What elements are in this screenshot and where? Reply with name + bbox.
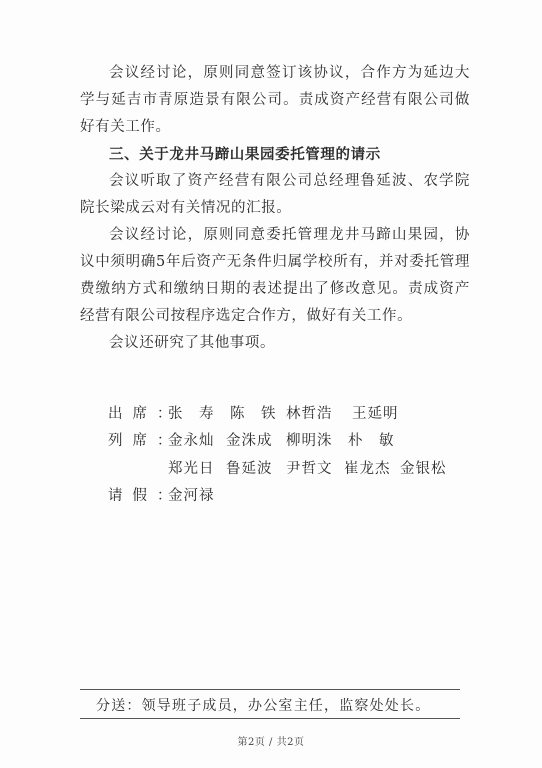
distribution-rule-bottom xyxy=(80,718,460,719)
attendee-name: 张 寿 xyxy=(168,406,215,422)
paragraph-other-matters: 会议还研究了其他事项。 xyxy=(109,335,276,351)
attendee-name: 金银松 xyxy=(400,461,447,477)
attendee-name: 鲁延波 xyxy=(226,461,273,477)
distribution-line: 分送：领导班子成员，办公室主任，监察处处长。 xyxy=(96,698,431,714)
attendee-name: 陈 铁 xyxy=(230,406,277,422)
attendee-name: 林哲浩 xyxy=(286,406,333,422)
attendee-name: 尹哲文 xyxy=(286,461,333,477)
attendee-name: 金洙成 xyxy=(226,433,273,449)
leave-label: 请假： xyxy=(108,488,182,504)
section-heading-orchard: 三、关于龙井马蹄山果园委托管理的请示 xyxy=(109,146,381,163)
paragraph-orchard-decision: 会议经讨论，原则同意委托管理龙井马蹄山果园，协议中须明确5年后资产无条件归属学校所有，并对委托管理费缴纳方式和缴纳日期的表述提出了修改意见。责成资产经营有限公司按程序选定合作方，做好有关工作。 xyxy=(80,227,470,324)
attendee-name: 郑光日 xyxy=(168,461,215,477)
attendee-name: 朴 敏 xyxy=(348,433,395,449)
attendee-name: 金永灿 xyxy=(168,433,215,449)
distribution-rule-top xyxy=(80,689,460,690)
attendee-name: 金河禄 xyxy=(168,488,215,504)
attendee-name: 崔龙杰 xyxy=(344,461,391,477)
page-number: 第2页 / 共2页 xyxy=(237,737,305,748)
present-label: 出席： xyxy=(108,406,182,422)
attendee-name: 王延明 xyxy=(352,406,399,422)
paragraph-report-heard: 会议听取了资产经营有限公司总经理鲁延波、农学院院长梁成云对有关情况的汇报。 xyxy=(80,173,470,216)
attendee-name: 柳明洙 xyxy=(286,433,333,449)
paragraph-agreement-decision: 会议经讨论，原则同意签订该协议，合作方为延边大学与延吉市青原造景有限公司。责成资产经营有限公司做好有关工作。 xyxy=(80,65,470,135)
attending-label: 列席： xyxy=(108,433,182,449)
